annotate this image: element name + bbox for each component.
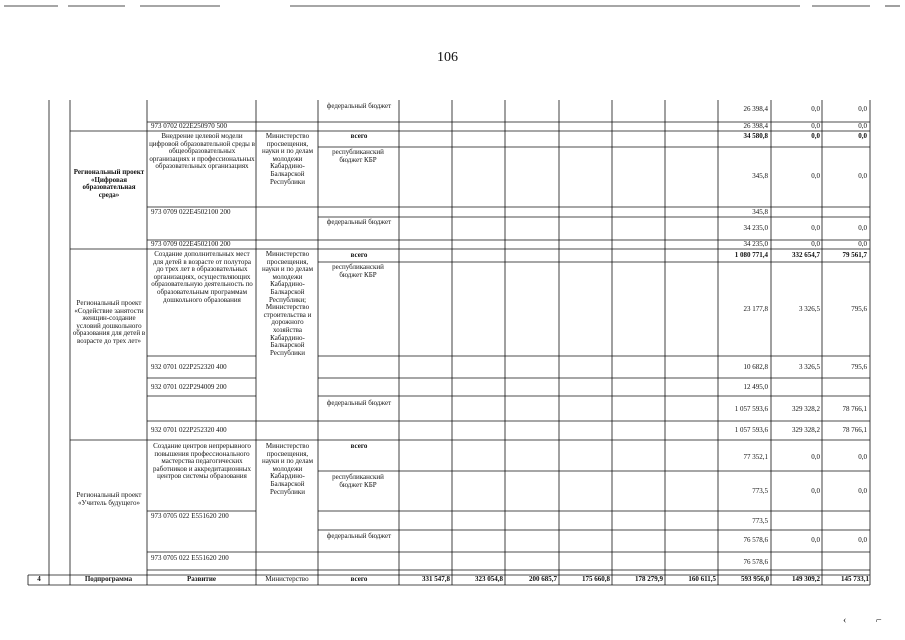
value-cell: 1 057 593,6: [734, 405, 768, 413]
value-cell: 0,0: [811, 132, 820, 140]
value-cell: 78 766,1: [842, 405, 867, 413]
value-cell: 149 309,2: [792, 575, 820, 583]
value-cell: 79 561,7: [842, 251, 867, 259]
value-cell: 0,0: [811, 453, 820, 461]
value-cell: 795,6: [851, 363, 867, 371]
value-cell: 0,0: [858, 453, 867, 461]
project-name: Региональный проект «Цифровая образовательная среда»: [73, 168, 145, 199]
value-cell: 329 328,2: [792, 426, 820, 434]
executor: Министерство просвещения, науки и по делам молодежи Кабардино-Балкарской Республики: [261, 132, 314, 186]
source-label: федеральный бюджет: [326, 399, 392, 407]
value-cell: 175 660,8: [582, 575, 610, 583]
value-cell: 0,0: [858, 536, 867, 544]
source-label: всего: [350, 575, 368, 583]
source-label: федеральный бюджет: [326, 532, 392, 540]
budget-code: 973 0702 022E250970 500: [151, 122, 228, 130]
value-cell: 178 279,9: [635, 575, 663, 583]
value-cell: 77 352,1: [743, 453, 768, 461]
value-cell: 23 177,8: [743, 305, 768, 313]
executor: Министерство просвещения, науки и по делам молодежи Кабардино-Балкарской Республики; Министерство строительства и дорожного хозяйства Кабардино-Балкарской Республики: [261, 250, 314, 357]
value-cell: 34 580,8: [743, 132, 768, 140]
value-cell: 0,0: [858, 224, 867, 232]
budget-code: 932 0701 022P252320 400: [151, 426, 227, 434]
source-label: всего: [350, 442, 368, 450]
scan-mark: ⌐: [876, 615, 882, 626]
budget-code: 932 0701 022P294009 200: [151, 383, 227, 391]
value-cell: 0,0: [811, 172, 820, 180]
event-description: Создание дополнительных мест для детей в возрасте от полутора до трех лет в образовательных организациях, осуществляющих образовательную деятельность по образовательным программам дошкольного образования: [151, 250, 253, 304]
value-cell: 329 328,2: [792, 405, 820, 413]
budget-code: 973 0709 022E4502100 200: [151, 208, 231, 216]
source-label: республиканский бюджет КБР: [332, 148, 384, 164]
source-label: всего: [350, 132, 368, 140]
source-label: республиканский бюджет КБР: [332, 473, 384, 489]
executor: Министерство: [265, 575, 309, 583]
row-number: 4: [37, 575, 41, 583]
value-cell: 26 398,4: [743, 122, 768, 130]
value-cell: 795,6: [851, 305, 867, 313]
source-label: всего: [350, 251, 368, 259]
executor: Министерство просвещения, науки и по делам молодежи Кабардино-Балкарской Республики: [261, 442, 314, 496]
value-cell: 0,0: [811, 224, 820, 232]
value-cell: 0,0: [858, 132, 867, 140]
event-description: Внедрение целевой модели цифровой образовательной среды в общеобразовательных организациях и профессиональных образовательных организациях: [149, 132, 255, 171]
value-cell: 0,0: [811, 105, 820, 113]
value-cell: 76 578,6: [743, 536, 768, 544]
value-cell: 332 654,7: [792, 251, 820, 259]
value-cell: 1 080 771,4: [734, 251, 768, 259]
value-cell: 0,0: [858, 122, 867, 130]
value-cell: 3 326,5: [799, 363, 820, 371]
value-cell: 0,0: [811, 487, 820, 495]
value-cell: 78 766,1: [842, 426, 867, 434]
value-cell: 0,0: [858, 487, 867, 495]
value-cell: 0,0: [811, 122, 820, 130]
source-label: федеральный бюджет: [326, 218, 392, 226]
source-label: республиканский бюджет КБР: [332, 263, 384, 279]
value-cell: 331 547,8: [422, 575, 450, 583]
value-cell: 34 235,0: [743, 224, 768, 232]
value-cell: 76 578,6: [743, 558, 768, 566]
source-label: федеральный бюджет: [326, 102, 392, 110]
budget-code: 973 0709 022E4502100 200: [151, 240, 231, 248]
value-cell: 773,5: [752, 517, 768, 525]
budget-code: 973 0705 022 E551620 200: [151, 554, 229, 562]
value-cell: 773,5: [752, 487, 768, 495]
value-cell: 12 495,0: [743, 383, 768, 391]
budget-code: 932 0701 022P252320 400: [151, 363, 227, 371]
value-cell: 200 685,7: [529, 575, 557, 583]
value-cell: 160 611,5: [688, 575, 716, 583]
value-cell: 3 326,5: [799, 305, 820, 313]
project-name: Региональный проект «Содействие занятости женщин-создание условий дошкольного образования для детей в возрасте до трех лет»: [72, 299, 146, 345]
value-cell: 10 682,8: [743, 363, 768, 371]
value-cell: 0,0: [858, 105, 867, 113]
value-cell: 593 956,0: [741, 575, 769, 583]
value-cell: 0,0: [858, 172, 867, 180]
value-cell: 26 398,4: [743, 105, 768, 113]
value-cell: 34 235,0: [743, 240, 768, 248]
value-cell: 0,0: [811, 536, 820, 544]
project-name: Региональный проект «Учитель будущего»: [76, 491, 142, 507]
budget-code: 973 0705 022 E551620 200: [151, 512, 229, 520]
value-cell: 1 057 593,6: [734, 426, 768, 434]
program-name: Развитие: [187, 575, 216, 583]
program-type: Подпрограмма: [84, 575, 133, 583]
value-cell: 323 054,8: [475, 575, 503, 583]
value-cell: 345,8: [752, 172, 768, 180]
value-cell: 0,0: [811, 240, 820, 248]
event-description: Создание центров непрерывного повышения профессионального мастерства педагогических работников и аккредитационных центров системы образования: [153, 442, 251, 481]
value-cell: 145 733,1: [841, 575, 869, 583]
value-cell: 345,8: [752, 208, 768, 216]
page-number: 106: [437, 50, 458, 65]
value-cell: 0,0: [858, 240, 867, 248]
scan-mark: ‹: [843, 615, 847, 626]
